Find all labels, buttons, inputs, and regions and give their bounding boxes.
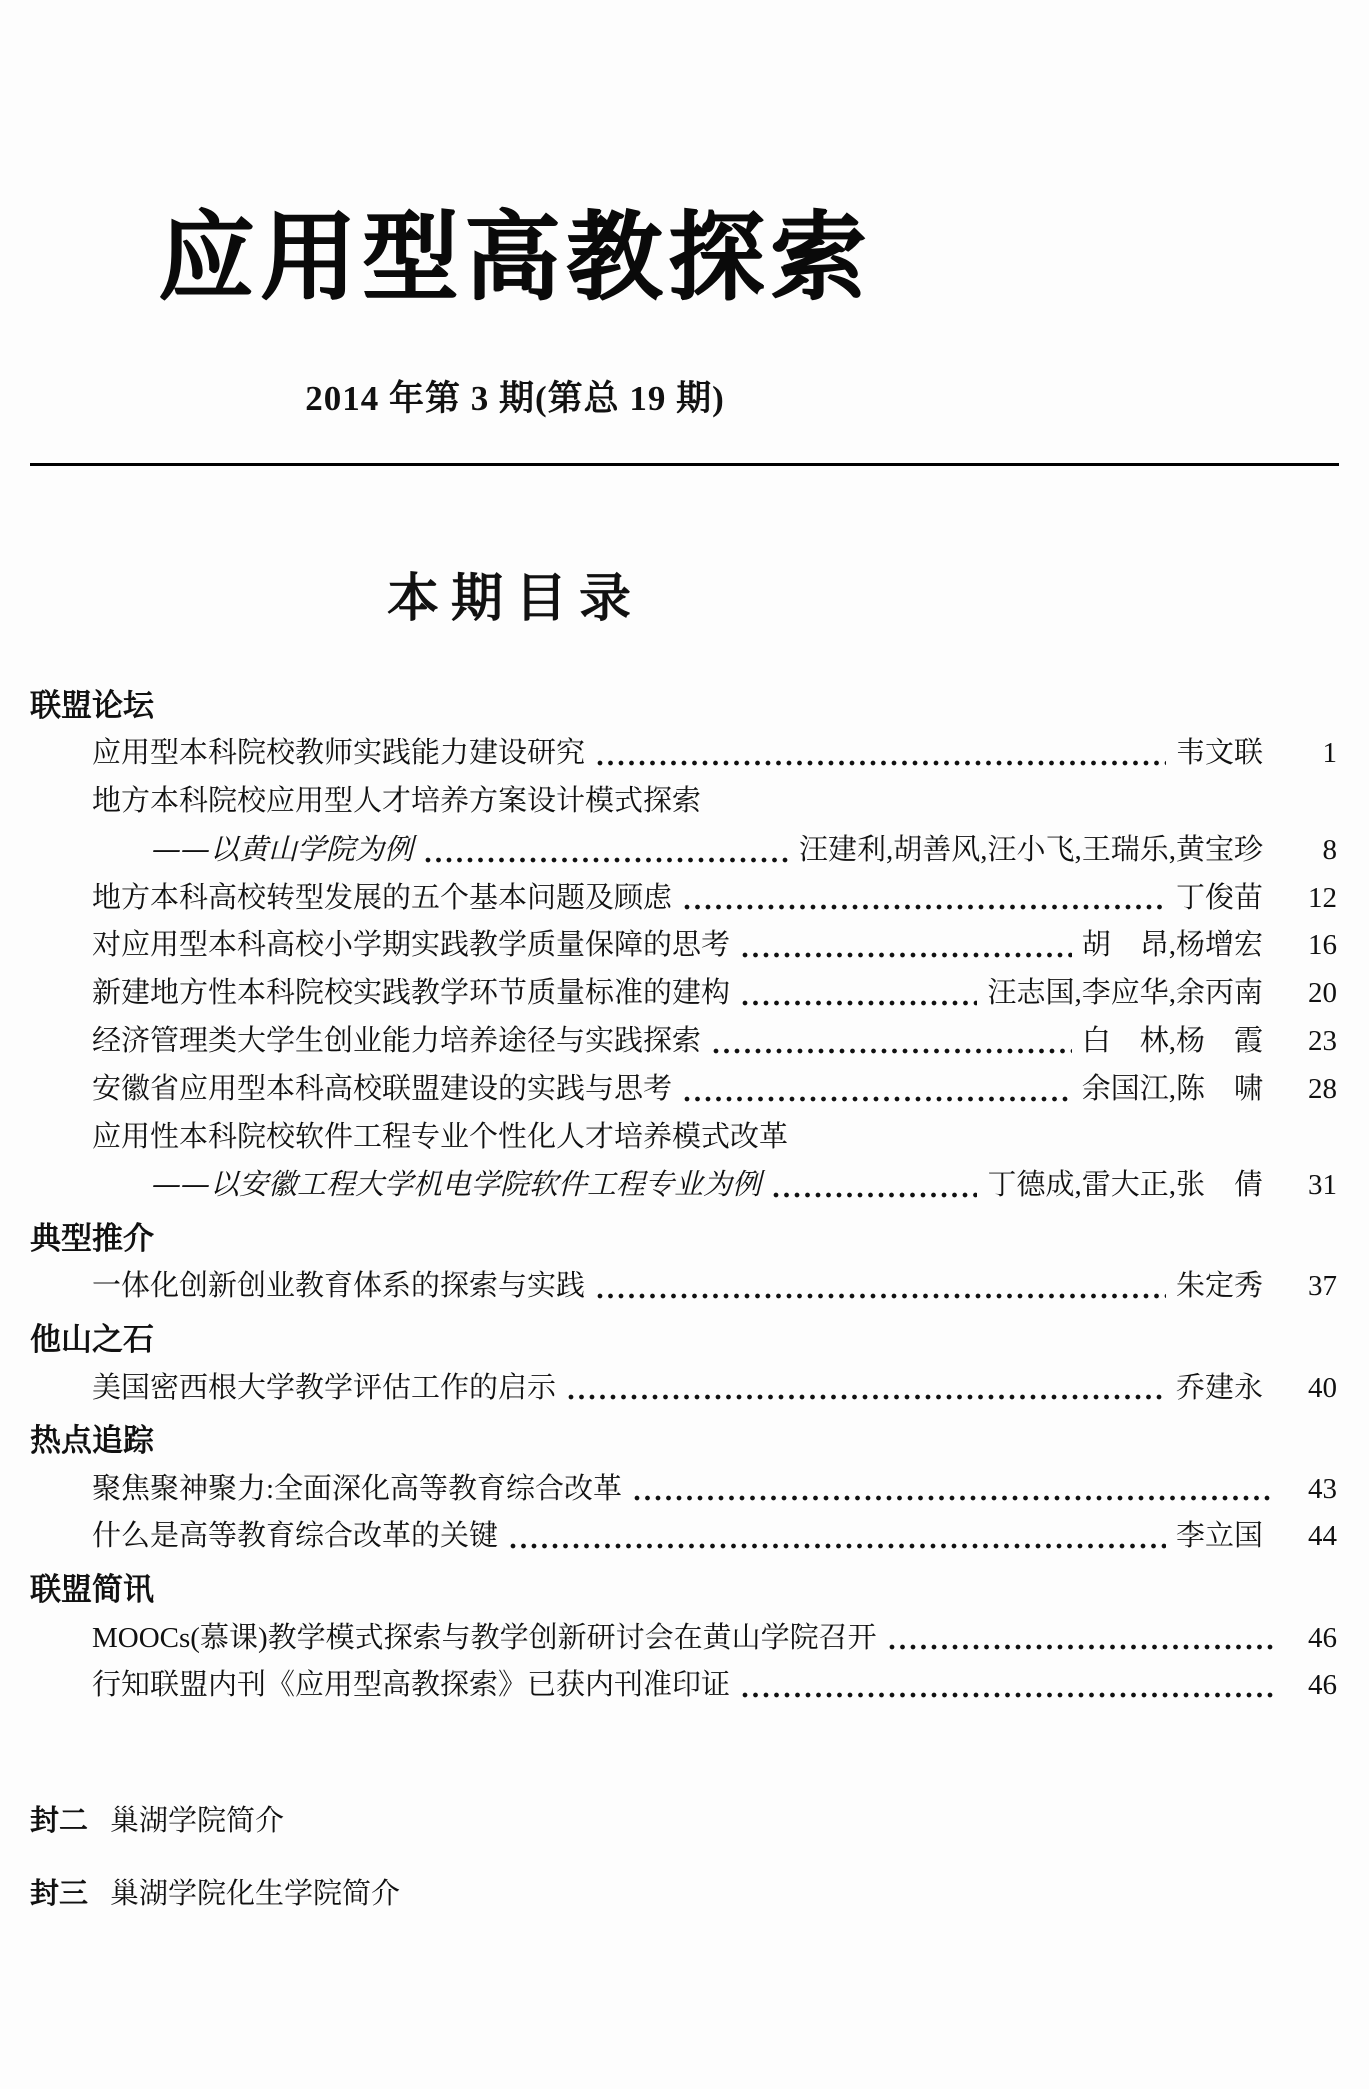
toc-entry — [30, 1371, 1337, 1406]
toc-entry-row — [30, 976, 1337, 1011]
dot-leader — [682, 904, 1166, 910]
toc-entry-title: 地方本科院校应用型人才培养方案设计模式探索 — [92, 784, 702, 817]
toc-entry-title: 新建地方性本科院校实践教学环节质量标准的建构 — [92, 977, 731, 1010]
toc-entry-title: 应用型本科院校教师实践能力建设研究 — [92, 737, 586, 770]
cover-row — [30, 1871, 1339, 1912]
toc-entry-title: 聚焦聚神聚力:全面深化高等教育综合改革 — [92, 1472, 623, 1505]
toc-entry-authors: 汪志国,李应华,余丙南 — [987, 977, 1263, 1010]
header-block — [0, 195, 1030, 421]
dot-leader — [508, 1543, 1166, 1549]
toc-section-title: 他山之石 — [30, 1322, 154, 1359]
toc-entry — [30, 1120, 1337, 1204]
toc-entry-title: 应用性本科院校软件工程专业个性化人才培养模式改革 — [92, 1120, 789, 1153]
toc — [30, 686, 1337, 1703]
toc-entry-authors: 丁德成,雷大正,张 倩 — [987, 1169, 1263, 1202]
cover-row — [30, 1798, 1339, 1839]
toc-entry-subtitle: ——以黄山学院为例 — [152, 831, 414, 866]
toc-section-title: 热点追踪 — [30, 1423, 154, 1460]
toc-entry — [30, 1668, 1337, 1703]
dot-leader — [595, 1293, 1166, 1299]
toc-entry-row — [30, 1072, 1337, 1107]
toc-entry-page: 40 — [1308, 1371, 1337, 1404]
toc-entry-row — [30, 736, 1337, 771]
toc-entry-subtitle-row — [30, 832, 1337, 868]
cover-text: 巢湖学院简介 — [110, 1805, 285, 1838]
toc-entry-row — [30, 928, 1337, 963]
dot-leader — [740, 952, 1072, 958]
contents-heading-block — [0, 566, 1030, 634]
cover-label: 封二 — [30, 1803, 89, 1838]
cover-text: 巢湖学院化生学院简介 — [110, 1878, 401, 1911]
toc-entry — [30, 881, 1337, 916]
toc-entry — [30, 1472, 1337, 1507]
toc-entry-page: 16 — [1308, 929, 1337, 962]
toc-entry-row — [30, 881, 1337, 916]
toc-entry-page: 8 — [1322, 833, 1337, 866]
toc-entry-page: 46 — [1308, 1621, 1337, 1654]
cover-label: 封三 — [30, 1876, 89, 1911]
toc-entry-authors: 丁俊苗 — [1175, 881, 1263, 914]
toc-entry-title: 美国密西根大学教学评估工作的启示 — [92, 1371, 557, 1404]
toc-entry — [30, 1072, 1337, 1107]
toc-entry-page: 1 — [1322, 737, 1337, 770]
toc-entry-page: 43 — [1308, 1472, 1337, 1505]
toc-entry-title: 安徽省应用型本科高校联盟建设的实践与思考 — [92, 1072, 673, 1105]
dot-leader — [887, 1644, 1275, 1650]
toc-entry-title: 一体化创新创业教育体系的探索与实践 — [92, 1270, 586, 1303]
toc-section-title: 典型推介 — [30, 1221, 154, 1258]
toc-entry-row — [30, 1024, 1337, 1059]
toc-entry-row — [30, 1269, 1337, 1304]
toc-entry-row — [30, 1371, 1337, 1406]
toc-entry-page: 23 — [1308, 1024, 1337, 1057]
dot-leader — [595, 760, 1166, 766]
toc-entry — [30, 976, 1337, 1011]
toc-entry-authors: 胡 昂,杨增宏 — [1081, 929, 1263, 962]
toc-entry — [30, 1269, 1337, 1304]
dot-leader — [423, 857, 789, 863]
toc-entry — [30, 1621, 1337, 1656]
toc-entry-authors: 李立国 — [1175, 1520, 1263, 1553]
toc-entry-page: 31 — [1308, 1169, 1337, 1202]
toc-section-title: 联盟论坛 — [30, 687, 154, 724]
issue-line: 2014 年第 3 期(第总 19 期) — [305, 378, 725, 418]
toc-entry-title: 行知联盟内刊《应用型高教探索》已获内刊准印证 — [92, 1669, 731, 1702]
dot-leader — [632, 1495, 1275, 1501]
masthead-logo: 应用型高教探索 — [158, 200, 872, 313]
toc-entry-page: 20 — [1308, 977, 1337, 1010]
toc-entry-title: MOOCs(慕课)教学模式探索与教学创新研讨会在黄山学院召开 — [92, 1621, 877, 1654]
toc-entry-authors: 白 林,杨 霞 — [1081, 1024, 1263, 1057]
toc-entry-title-row — [30, 1120, 1337, 1155]
toc-entry-row — [30, 1472, 1337, 1507]
toc-entry-title: 对应用型本科高校小学期实践教学质量保障的思考 — [92, 929, 731, 962]
toc-section-title: 联盟简讯 — [30, 1572, 154, 1609]
toc-entry-title: 什么是高等教育综合改革的关键 — [92, 1520, 499, 1553]
toc-entry — [30, 1519, 1337, 1554]
toc-entry-row — [30, 1668, 1337, 1703]
dot-leader — [682, 1096, 1072, 1102]
toc-entry — [30, 1024, 1337, 1059]
toc-entry-title: 地方本科高校转型发展的五个基本问题及顾虑 — [92, 881, 673, 914]
divider-rule — [30, 463, 1339, 466]
toc-entry-title-row — [30, 784, 1337, 819]
toc-entry-authors: 乔建永 — [1175, 1371, 1263, 1404]
toc-entry-authors: 汪建利,胡善风,汪小飞,王瑞乐,黄宝珍 — [798, 833, 1263, 866]
toc-entry-subtitle-row — [30, 1167, 1337, 1203]
toc-entry-page: 28 — [1308, 1072, 1337, 1105]
contents-heading: 本期目录 — [386, 569, 643, 630]
toc-entry-page: 12 — [1308, 881, 1337, 914]
toc-entry-subtitle: ——以安徽工程大学机电学院软件工程专业为例 — [152, 1167, 762, 1202]
covers — [30, 1798, 1339, 1912]
toc-entry — [30, 928, 1337, 963]
toc-entry-page: 37 — [1308, 1270, 1337, 1303]
toc-entry-page: 46 — [1308, 1669, 1337, 1702]
toc-entry-authors: 韦文联 — [1175, 737, 1263, 770]
toc-entry-authors: 余国江,陈 啸 — [1081, 1072, 1263, 1105]
toc-entry-page: 44 — [1308, 1520, 1337, 1553]
dot-leader — [566, 1394, 1166, 1400]
toc-entry-authors: 朱定秀 — [1175, 1270, 1263, 1303]
dot-leader — [740, 1000, 977, 1006]
dot-leader — [740, 1692, 1275, 1698]
toc-entry-row — [30, 1519, 1337, 1554]
dot-leader — [711, 1048, 1072, 1054]
toc-entry — [30, 784, 1337, 868]
dot-leader — [771, 1192, 977, 1198]
toc-entry-title: 经济管理类大学生创业能力培养途径与实践探索 — [92, 1024, 702, 1057]
toc-entry-row — [30, 1621, 1337, 1656]
toc-entry — [30, 736, 1337, 771]
